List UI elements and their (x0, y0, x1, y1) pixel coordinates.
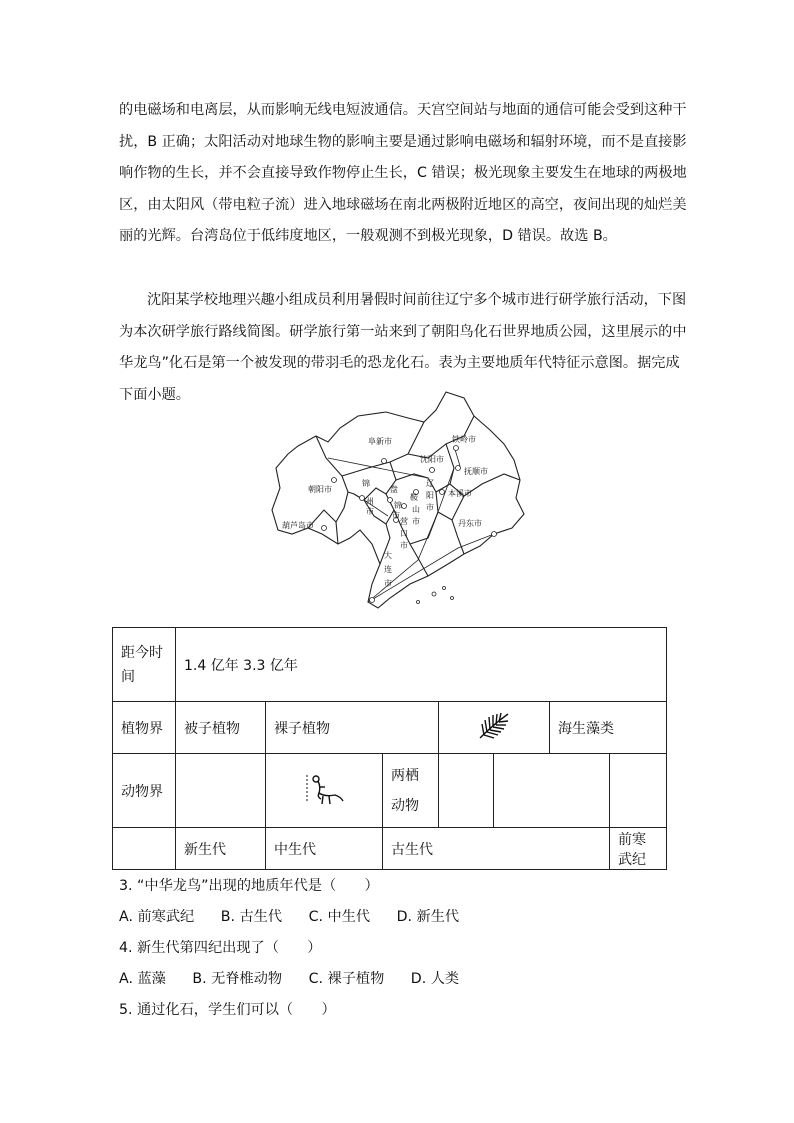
era-paleozoic-cell: 古生代 (383, 828, 610, 870)
question-4-stem: 4. 新生代第四纪出现了（ ） (119, 940, 322, 956)
option-a[interactable]: A. 前寒武纪 (119, 909, 195, 925)
text-line: 华龙鸟”化石是第一个被发现的带羽毛的恐龙化石。表为主要地质年代特征示意图。据完成 (119, 355, 680, 371)
question-5-stem: 5. 通过化石，学生们可以（ ） (119, 1002, 336, 1018)
city-label: 沈阳市 (420, 455, 444, 464)
city-label: 大 (384, 551, 392, 560)
animal-amphibian-cell (383, 754, 439, 828)
city-label: 山 (412, 505, 420, 514)
row-header-era-blank (113, 828, 176, 870)
dinosaur-icon-cell (266, 754, 383, 828)
city-label: 朝阳市 (308, 485, 332, 494)
city-label: 丹东市 (458, 519, 482, 528)
option-d[interactable]: D. 新生代 (396, 909, 460, 925)
city-label: 锦 (394, 501, 402, 510)
era-cenozoic-cell: 新生代 (176, 828, 266, 870)
cell-text: 间 (121, 668, 135, 685)
explanation-paragraph (119, 95, 687, 253)
option-c[interactable]: C. 中生代 (308, 909, 371, 925)
animal-blank-cell (439, 754, 494, 828)
city-label: 市 (400, 541, 408, 550)
text-line: 扰，B 正确；太阳活动对地球生物的影响主要是通过影响电磁场和辐射环境，而不是直接影 (119, 133, 687, 150)
plant-angiosperm-cell: 被子植物 (176, 702, 266, 754)
time-value-cell: 1.4 亿年 3.3 亿年 (176, 628, 667, 702)
text-line: 沈阳某学校地理兴趣小组成员利用暑假时间前往辽宁多个城市进行研学旅行活动，下图 (147, 292, 687, 308)
era-precambrian-cell: 前寒武纪 (610, 828, 667, 870)
question-4-options (119, 969, 481, 989)
region-border (342, 422, 424, 476)
row-header-plants: 植物界 (113, 702, 176, 754)
option-a[interactable]: A. 蓝藻 (119, 971, 166, 987)
city-label: 葫芦岛市 (282, 521, 314, 530)
plant-algae-cell: 海生藻类 (550, 702, 667, 754)
province-outline (272, 392, 524, 608)
option-c[interactable]: C. 裸子植物 (308, 971, 385, 987)
text-line: 为本次研学旅行路线简图。研学旅行第一站来到了朝阳鸟化石世界地质公园，这里展示的中 (119, 323, 687, 340)
city-label: 市 (426, 503, 434, 512)
fern-icon-cell (439, 702, 550, 754)
city-label: 市 (412, 517, 420, 526)
text-line: 的电磁场和电离层，从而影响无线电短波通信。天宫空间站与地面的通信可能会受到这种干 (119, 102, 687, 118)
city-label: 铁岭市 (452, 435, 476, 444)
city-label: 口 (400, 529, 408, 538)
city-label: 抚顺市 (464, 467, 488, 476)
text-line: 丽的光辉。台湾岛位于低纬度地区，一般观测不到极光现象，D 错误。故选 B。 (119, 228, 617, 244)
question-3-options (119, 907, 481, 927)
text-line: 区，由太阳风（带电粒子流）进入地球磁场在南北两极附近地区的高空，夜间出现的灿烂美 (119, 196, 687, 213)
animal-precambrian-cell (610, 754, 667, 828)
animal-cenozoic-cell (176, 754, 266, 828)
city-label: 州 (366, 497, 374, 506)
fern-icon (476, 710, 512, 742)
era-mesozoic-cell: 中生代 (266, 828, 383, 870)
row-header-animals: 动物界 (113, 754, 176, 828)
text-line: 响作物的生长，并不会直接导致作物停止生长，C 错误；极光现象主要发生在地球的两极地 (119, 165, 687, 181)
city-label: 市 (392, 511, 400, 520)
geologic-era-table (112, 627, 667, 870)
option-b[interactable]: B. 古生代 (220, 909, 283, 925)
city-label: 营 (400, 517, 408, 526)
city-label: 本溪市 (448, 489, 472, 498)
city-label: 连 (384, 565, 392, 574)
option-d[interactable]: D. 人类 (410, 971, 460, 987)
dinosaur-icon (303, 771, 345, 807)
city-label: 辽 (426, 479, 434, 488)
city-label: 市 (366, 507, 374, 516)
cell-text: 两栖 (391, 767, 419, 784)
row-header-time (113, 628, 176, 702)
text-line: 下面小题。 (119, 386, 190, 403)
plant-gymnosperm-cell: 裸子植物 (266, 702, 439, 754)
city-label: 市 (384, 579, 392, 588)
route-line (328, 458, 428, 478)
option-b[interactable]: B. 无脊椎动物 (192, 971, 283, 987)
route-line (368, 468, 454, 602)
city-label: 锦 (362, 479, 370, 488)
city-label: 阜新市 (368, 437, 392, 446)
city-label: 盘 (390, 485, 398, 494)
city-label: 鞍 (410, 493, 418, 502)
question-3-stem: 3. “中华龙鸟”出现的地质年代是（ ） (119, 878, 379, 894)
cell-text: 距今时 (121, 644, 163, 661)
animal-blank-cell (494, 754, 610, 828)
cell-text: 动物 (391, 797, 419, 814)
liaoning-route-map (268, 388, 530, 616)
city-label: 阳 (426, 491, 434, 500)
